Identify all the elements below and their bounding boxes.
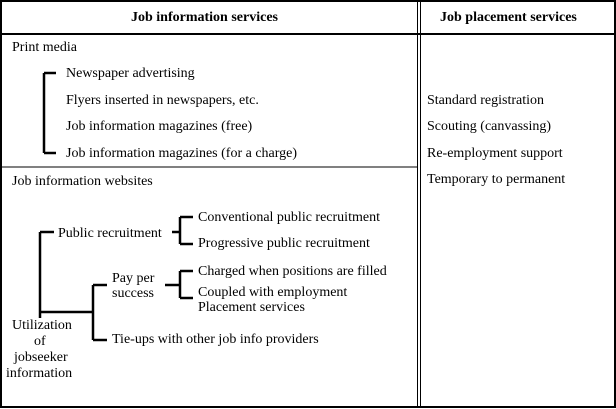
root-label-line: jobseeker	[14, 350, 68, 365]
header-job-information-services: Job information services	[131, 10, 278, 25]
pay-per-success-label-1: Pay per	[112, 271, 155, 286]
print-media-item: Flyers inserted in newspapers, etc.	[66, 93, 259, 108]
print-media-title: Print media	[12, 40, 77, 55]
placement-item: Temporary to permanent	[427, 172, 566, 187]
root-label-line: Utilization	[12, 318, 72, 333]
pay-per-success-item: Charged when positions are filled	[198, 264, 387, 279]
root-label-line: information	[6, 366, 73, 381]
print-media-item: Newspaper advertising	[66, 66, 195, 81]
placement-item: Standard registration	[427, 93, 545, 108]
pay-per-success-label-2: success	[112, 286, 154, 301]
print-media-item: Job information magazines (for a charge)	[66, 146, 298, 161]
public-recruitment-item: Conventional public recruitment	[198, 210, 380, 225]
tie-ups-item: Tie-ups with other job info providers	[112, 332, 319, 347]
pay-per-success-item: Placement services	[198, 300, 305, 315]
header-job-placement-services: Job placement services	[440, 10, 577, 25]
placement-item: Scouting (canvassing)	[427, 119, 552, 134]
root-label-line: of	[34, 334, 46, 349]
websites-title: Job information websites	[12, 174, 153, 189]
public-recruitment-label: Public recruitment	[58, 226, 162, 241]
placement-item: Re-employment support	[427, 146, 563, 161]
print-media-bracket	[44, 73, 56, 153]
pay-per-success-item: Coupled with employment	[198, 285, 348, 300]
public-recruitment-item: Progressive public recruitment	[198, 236, 370, 251]
print-media-item: Job information magazines (free)	[66, 119, 253, 134]
